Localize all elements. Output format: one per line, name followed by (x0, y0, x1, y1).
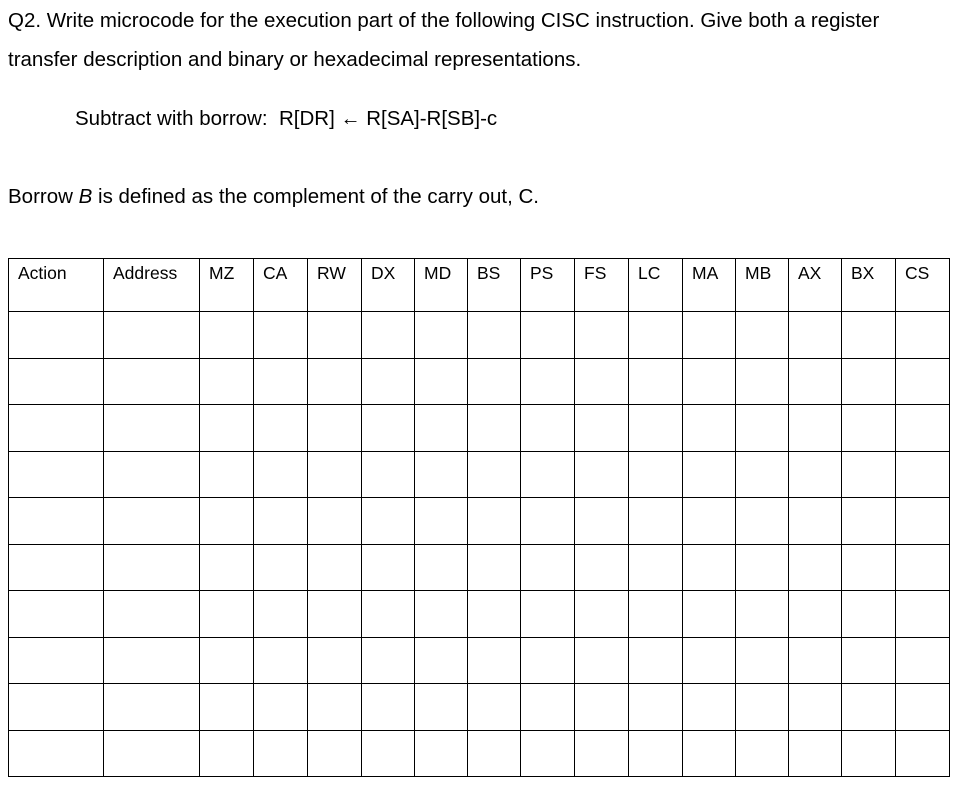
table-cell[interactable] (254, 498, 308, 545)
table-cell[interactable] (362, 684, 415, 731)
table-cell[interactable] (308, 591, 362, 638)
table-cell[interactable] (415, 684, 468, 731)
table-cell[interactable] (9, 451, 104, 498)
table-cell[interactable] (468, 405, 521, 452)
table-cell[interactable] (9, 591, 104, 638)
table-cell[interactable] (629, 498, 683, 545)
table-row (9, 684, 950, 731)
table-cell[interactable] (254, 637, 308, 684)
table-cell[interactable] (104, 358, 200, 405)
table-cell[interactable] (736, 358, 789, 405)
header-bs: BS (468, 259, 521, 312)
table-cell[interactable] (521, 684, 575, 731)
table-cell[interactable] (468, 312, 521, 359)
table-cell[interactable] (362, 358, 415, 405)
table-cell[interactable] (308, 544, 362, 591)
table-cell[interactable] (842, 405, 896, 452)
header-mz: MZ (200, 259, 254, 312)
table-cell[interactable] (629, 544, 683, 591)
table-cell[interactable] (683, 544, 736, 591)
table-cell[interactable] (896, 312, 950, 359)
table-cell[interactable] (362, 312, 415, 359)
header-address: Address (104, 259, 200, 312)
table-cell[interactable] (200, 637, 254, 684)
table-cell[interactable] (575, 637, 629, 684)
header-lc: LC (629, 259, 683, 312)
table-cell[interactable] (683, 637, 736, 684)
table-cell[interactable] (308, 684, 362, 731)
table-cell[interactable] (104, 312, 200, 359)
table-cell[interactable] (575, 451, 629, 498)
table-cell[interactable] (104, 498, 200, 545)
table-cell[interactable] (736, 730, 789, 777)
table-cell[interactable] (104, 591, 200, 638)
table-cell[interactable] (254, 730, 308, 777)
table-cell[interactable] (629, 684, 683, 731)
table-cell[interactable] (842, 451, 896, 498)
table-cell[interactable] (468, 684, 521, 731)
question-text: Q2. Write microcode for the execution part of the following CISC instruction. Give both a register transfer description and binary or hexadecimal representations. (8, 9, 880, 71)
table-cell[interactable] (683, 312, 736, 359)
table-row (9, 358, 950, 405)
table-cell[interactable] (521, 637, 575, 684)
table-cell[interactable] (789, 544, 842, 591)
table-cell[interactable] (736, 498, 789, 545)
table-cell[interactable] (254, 591, 308, 638)
table-cell[interactable] (683, 591, 736, 638)
table-cell[interactable] (104, 405, 200, 452)
table-row (9, 730, 950, 777)
table-cell[interactable] (9, 684, 104, 731)
table-cell[interactable] (308, 730, 362, 777)
table-row (9, 544, 950, 591)
header-ma: MA (683, 259, 736, 312)
table-cell[interactable] (521, 544, 575, 591)
table-row (9, 405, 950, 452)
table-cell[interactable] (789, 312, 842, 359)
header-bx: BX (842, 259, 896, 312)
table-cell[interactable] (629, 451, 683, 498)
header-ps: PS (521, 259, 575, 312)
table-cell[interactable] (254, 405, 308, 452)
table-cell[interactable] (736, 451, 789, 498)
table-cell[interactable] (575, 405, 629, 452)
table-cell[interactable] (789, 358, 842, 405)
table-cell[interactable] (200, 591, 254, 638)
table-cell[interactable] (842, 498, 896, 545)
table-cell[interactable] (629, 730, 683, 777)
table-cell[interactable] (575, 684, 629, 731)
table-cell[interactable] (521, 312, 575, 359)
table-cell[interactable] (896, 684, 950, 731)
table-cell[interactable] (842, 637, 896, 684)
table-cell[interactable] (896, 405, 950, 452)
table-cell[interactable] (254, 312, 308, 359)
table-cell[interactable] (362, 591, 415, 638)
borrow-symbol: B (78, 185, 93, 208)
table-cell[interactable] (842, 312, 896, 359)
table-row (9, 451, 950, 498)
instruction-formula (75, 103, 497, 135)
table-cell[interactable] (415, 405, 468, 452)
table-cell[interactable] (521, 591, 575, 638)
table-cell[interactable] (308, 358, 362, 405)
table-cell[interactable] (200, 544, 254, 591)
table-cell[interactable] (104, 544, 200, 591)
table-cell[interactable] (308, 498, 362, 545)
header-ca: CA (254, 259, 308, 312)
table-cell[interactable] (362, 637, 415, 684)
table-cell[interactable] (200, 358, 254, 405)
table-cell[interactable] (468, 730, 521, 777)
table-cell[interactable] (575, 498, 629, 545)
table-cell[interactable] (200, 730, 254, 777)
table-cell[interactable] (629, 312, 683, 359)
table-cell[interactable] (362, 544, 415, 591)
table-cell[interactable] (468, 637, 521, 684)
header-ax: AX (789, 259, 842, 312)
table-cell[interactable] (104, 730, 200, 777)
table-cell[interactable] (200, 451, 254, 498)
table-cell[interactable] (200, 498, 254, 545)
table-cell[interactable] (254, 358, 308, 405)
table-cell[interactable] (575, 730, 629, 777)
table-cell[interactable] (415, 498, 468, 545)
header-fs: FS (575, 259, 629, 312)
table-cell[interactable] (683, 451, 736, 498)
borrow-suffix: is defined as the complement of the carry out, C. (98, 185, 540, 208)
header-dx: DX (362, 259, 415, 312)
table-body (9, 312, 950, 777)
table-cell[interactable] (789, 684, 842, 731)
table-cell[interactable] (468, 358, 521, 405)
table-cell[interactable] (629, 405, 683, 452)
left-arrow-icon: ← (340, 108, 361, 130)
table-cell[interactable] (683, 358, 736, 405)
borrow-definition (8, 181, 539, 213)
table-cell[interactable] (789, 451, 842, 498)
table-cell[interactable] (683, 730, 736, 777)
table-cell[interactable] (736, 684, 789, 731)
table-cell[interactable] (736, 591, 789, 638)
table-cell[interactable] (736, 637, 789, 684)
table-cell[interactable] (362, 451, 415, 498)
table-cell[interactable] (254, 544, 308, 591)
table-cell[interactable] (9, 498, 104, 545)
borrow-prefix: Borrow (8, 185, 73, 208)
table-header-row (9, 259, 950, 312)
table-row (9, 498, 950, 545)
table-cell[interactable] (521, 498, 575, 545)
table-cell[interactable] (468, 451, 521, 498)
header-rw: RW (308, 259, 362, 312)
table-cell[interactable] (468, 544, 521, 591)
table-cell[interactable] (629, 591, 683, 638)
table-cell[interactable] (789, 498, 842, 545)
table-cell[interactable] (789, 591, 842, 638)
table-cell[interactable] (468, 498, 521, 545)
table-cell[interactable] (896, 637, 950, 684)
table-cell[interactable] (104, 637, 200, 684)
table-row (9, 312, 950, 359)
table-cell[interactable] (521, 358, 575, 405)
table-cell[interactable] (842, 358, 896, 405)
table-cell[interactable] (9, 637, 104, 684)
table-cell[interactable] (575, 358, 629, 405)
header-mb: MB (736, 259, 789, 312)
table-cell[interactable] (308, 451, 362, 498)
table-cell[interactable] (362, 730, 415, 777)
table-cell[interactable] (896, 498, 950, 545)
table-cell[interactable] (683, 684, 736, 731)
table-cell[interactable] (415, 637, 468, 684)
table-cell[interactable] (896, 451, 950, 498)
instruction-label: Subtract with borrow: (75, 107, 268, 130)
table-cell[interactable] (308, 405, 362, 452)
table-cell[interactable] (254, 451, 308, 498)
table-cell[interactable] (842, 730, 896, 777)
table-cell[interactable] (521, 730, 575, 777)
table-cell[interactable] (415, 451, 468, 498)
table-cell[interactable] (575, 591, 629, 638)
table-cell[interactable] (468, 591, 521, 638)
table-cell[interactable] (683, 498, 736, 545)
table-cell[interactable] (200, 684, 254, 731)
table-cell[interactable] (736, 312, 789, 359)
table-cell[interactable] (896, 544, 950, 591)
table-cell[interactable] (736, 544, 789, 591)
table-cell[interactable] (629, 358, 683, 405)
table-cell[interactable] (415, 312, 468, 359)
table-cell[interactable] (200, 405, 254, 452)
table-cell[interactable] (362, 405, 415, 452)
table-cell[interactable] (789, 405, 842, 452)
table-cell[interactable] (104, 451, 200, 498)
table-cell[interactable] (415, 591, 468, 638)
table-cell[interactable] (842, 544, 896, 591)
table-cell[interactable] (789, 637, 842, 684)
table-cell[interactable] (362, 498, 415, 545)
header-action: Action (9, 259, 104, 312)
table-cell[interactable] (415, 358, 468, 405)
table-cell[interactable] (842, 591, 896, 638)
microcode-table (8, 258, 950, 777)
table-cell[interactable] (9, 312, 104, 359)
instruction-rhs: R[SA]-R[SB]-c (366, 107, 498, 130)
table-cell[interactable] (896, 591, 950, 638)
table-cell[interactable] (521, 405, 575, 452)
table-row (9, 591, 950, 638)
table-cell[interactable] (896, 358, 950, 405)
header-md: MD (415, 259, 468, 312)
table-cell[interactable] (200, 312, 254, 359)
header-cs: CS (896, 259, 950, 312)
table-cell[interactable] (521, 451, 575, 498)
table-cell[interactable] (9, 405, 104, 452)
table-cell[interactable] (415, 730, 468, 777)
table-cell[interactable] (575, 544, 629, 591)
table-cell[interactable] (789, 730, 842, 777)
table-cell[interactable] (575, 312, 629, 359)
table-row (9, 637, 950, 684)
table-cell[interactable] (9, 358, 104, 405)
table-cell[interactable] (415, 544, 468, 591)
table-cell[interactable] (736, 405, 789, 452)
table-cell[interactable] (629, 637, 683, 684)
table-cell[interactable] (308, 312, 362, 359)
instruction-lhs: R[DR] (278, 107, 335, 130)
table-cell[interactable] (9, 544, 104, 591)
table-cell[interactable] (683, 405, 736, 452)
table-cell[interactable] (254, 684, 308, 731)
table-cell[interactable] (308, 637, 362, 684)
table-cell[interactable] (896, 730, 950, 777)
table-cell[interactable] (9, 730, 104, 777)
table-cell[interactable] (842, 684, 896, 731)
table-cell[interactable] (104, 684, 200, 731)
